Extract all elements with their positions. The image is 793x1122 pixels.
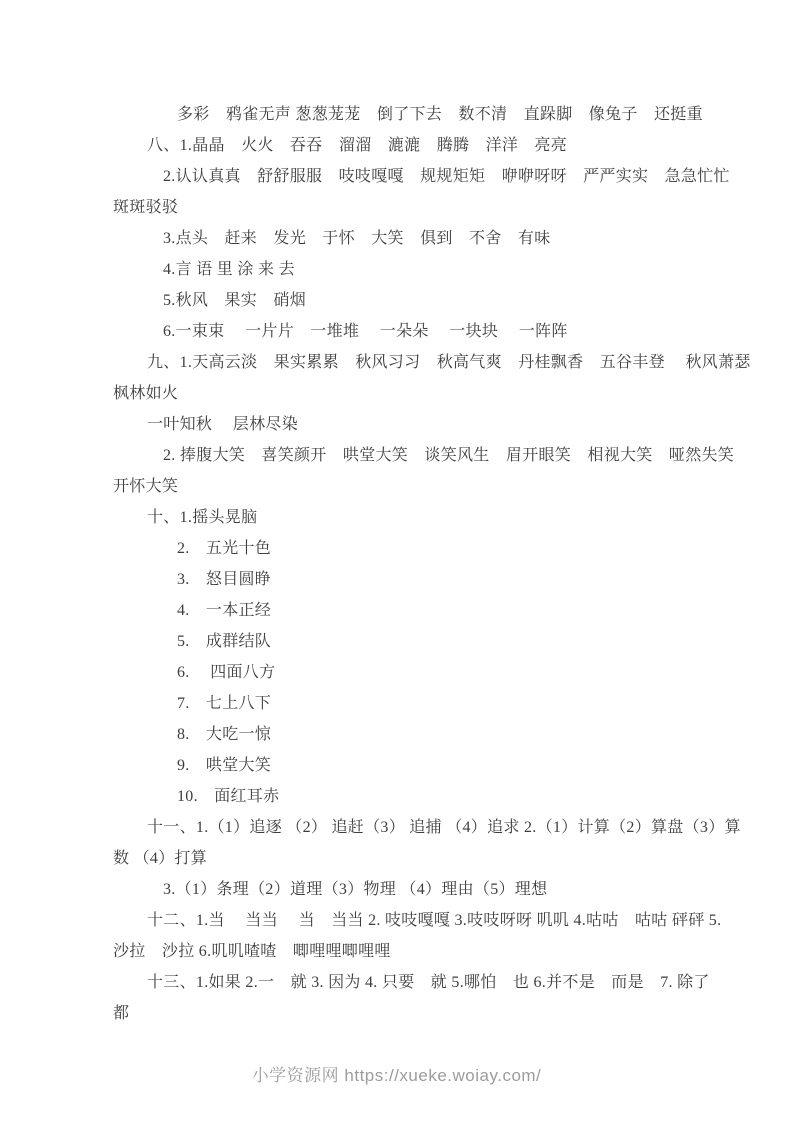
document-line: 沙拉 沙拉 6.叽叽喳喳 唧哩哩唧哩哩 [113, 943, 391, 960]
document-line: 6. 四面八方 [177, 664, 276, 681]
footer-attribution: 小学资源网 https://xueke.woiay.com/ [251, 1066, 542, 1085]
document-line: 3.点头 赶来 发光 于怀 大笑 俱到 不舍 有味 [163, 230, 551, 247]
document-line: 多彩 鸦雀无声 葱葱茏茏 倒了下去 数不清 直跺脚 像兔子 还挺重 [177, 106, 703, 123]
document-line: 4.言 语 里 涂 来 去 [163, 261, 295, 278]
document-line: 9. 哄堂大笑 [177, 757, 272, 774]
document-line: 5. 成群结队 [177, 633, 272, 650]
document-line: 十二、1.当 当当 当 当当 2. 吱吱嘎嘎 3.吱吱呀呀 叽叽 4.咕咕 咕咕 砰砰 5. [147, 912, 722, 929]
document-line: 3.（1）条理（2）道理（3）物理 （4）理由（5）理想 [163, 881, 548, 898]
document-line: 2. 五光十色 [177, 540, 272, 557]
document-line: 7. 七上八下 [177, 695, 272, 712]
document-line: 十、1.摇头晃脑 [147, 509, 258, 526]
document-line: 开怀大笑 [113, 478, 179, 495]
document-line: 8. 大吃一惊 [177, 726, 272, 743]
document-line: 2. 捧腹大笑 喜笑颜开 哄堂大笑 谈笑风生 眉开眼笑 相视大笑 哑然失笑 [163, 447, 735, 464]
document-line: 十一、1.（1）追逐 （2） 追赶（3） 追捕 （4）追求 2.（1）计算（2）算盘（3）算 [147, 819, 741, 836]
document-line: 5.秋风 果实 硝烟 [163, 292, 307, 309]
document-line: 一叶知秋 层林尽染 [147, 416, 299, 433]
document-line: 4. 一本正经 [177, 602, 272, 619]
document-line: 八、1.晶晶 火火 吞吞 溜溜 漉漉 腾腾 洋洋 亮亮 [147, 137, 568, 154]
document-line: 2.认认真真 舒舒服服 吱吱嘎嘎 规规矩矩 咿咿呀呀 严严实实 急急忙忙 [163, 168, 730, 185]
document-line: 数 （4）打算 [113, 850, 208, 867]
document-line: 九、1.天高云淡 果实累累 秋风习习 秋高气爽 丹桂飘香 五谷丰登 秋风萧瑟 [147, 354, 751, 371]
document-line: 10. 面红耳赤 [177, 788, 280, 805]
document-line: 6.一束束 一片片 一堆堆 一朵朵 一块块 一阵阵 [163, 323, 568, 340]
document-line: 十三、1.如果 2.一 就 3. 因为 4. 只要 就 5.哪怕 也 6.并不是 而是 7. 除了 [147, 974, 710, 991]
document-line: 枫林如火 [113, 385, 179, 402]
document-line: 3. 怒目圆睁 [177, 571, 272, 588]
document-line: 都 [113, 1005, 130, 1022]
document-line: 斑斑驳驳 [113, 199, 179, 216]
